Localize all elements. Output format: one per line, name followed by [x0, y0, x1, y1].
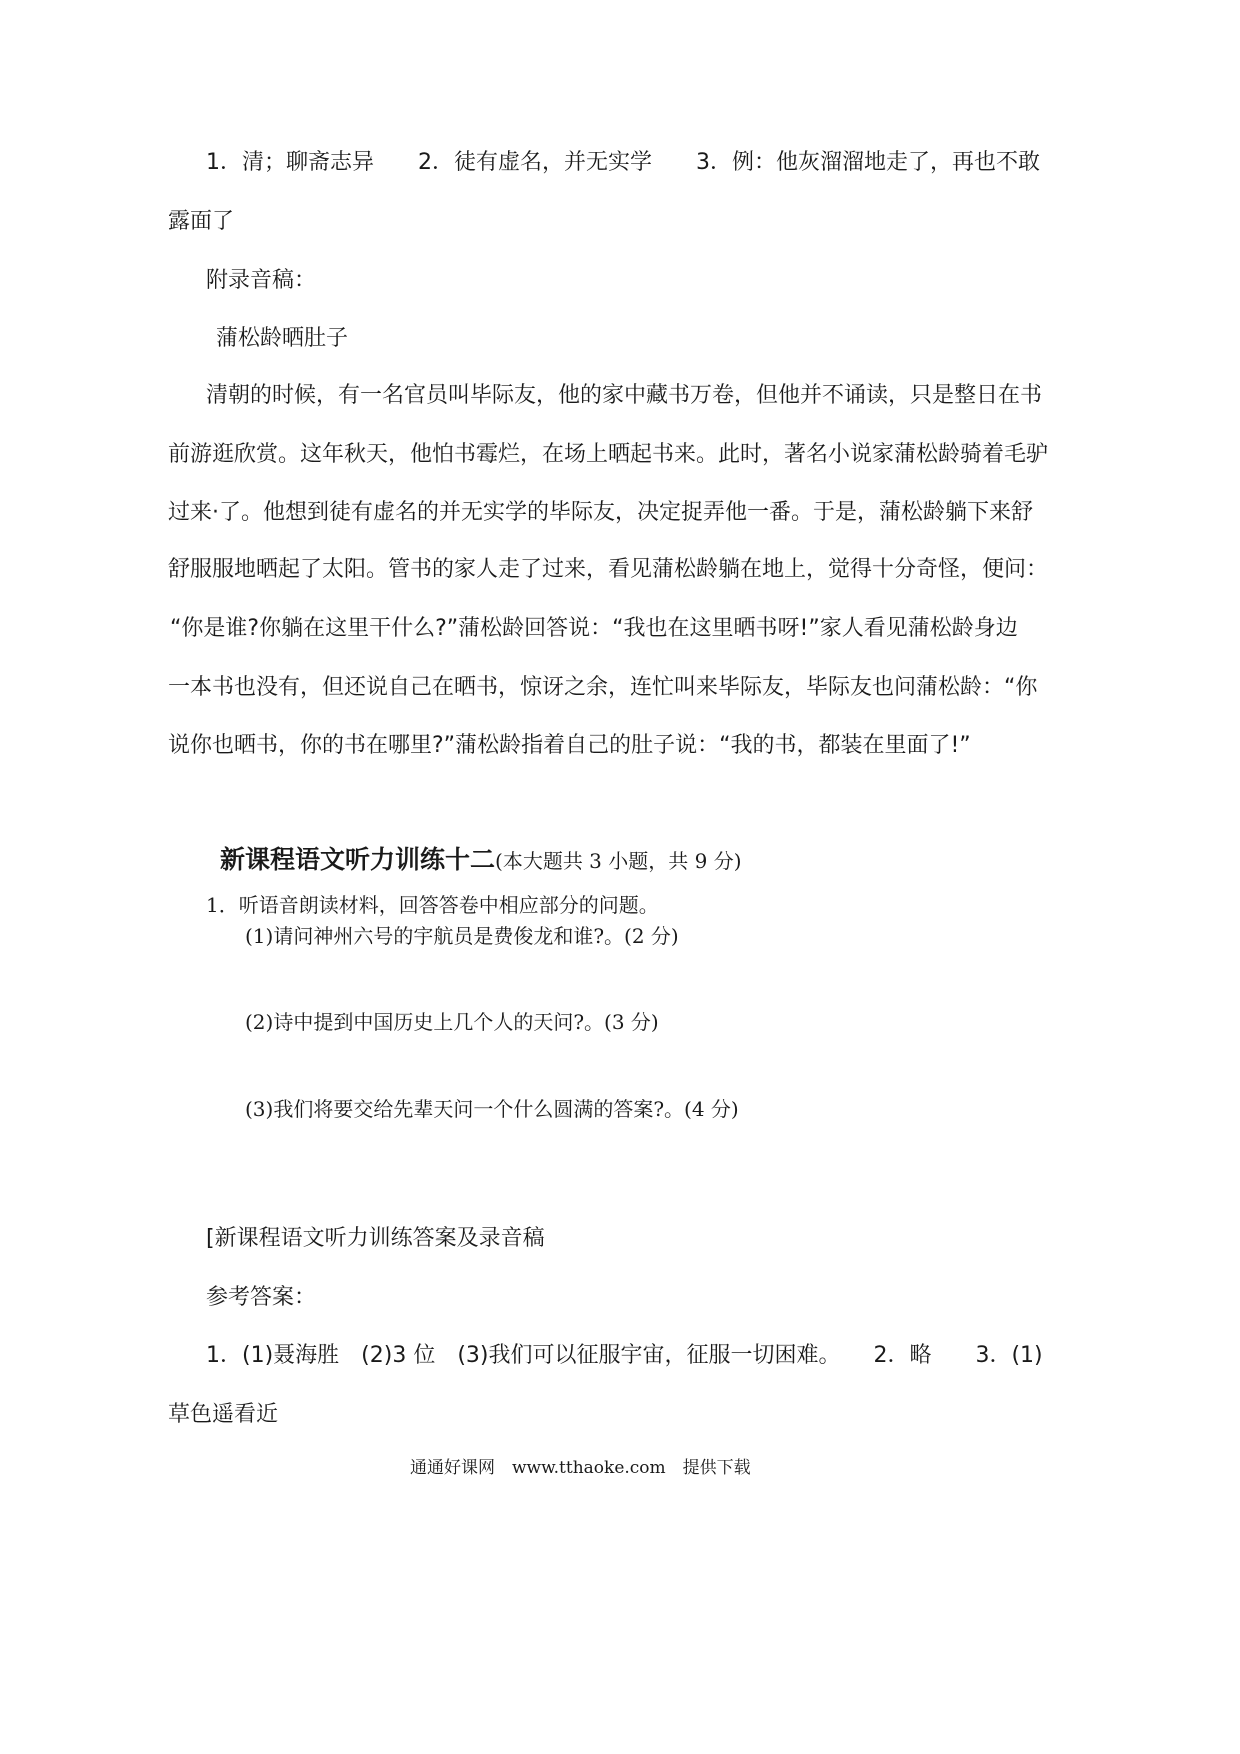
story-line: “你是谁?你躺在这里干什么?”蒲松龄回答说：“我也在这里晒书呀!”家人看见蒲松龄身边 [170, 616, 1018, 641]
question-item-3: (3)我们将要交给先辈天问一个什么圆满的答案?。(4 分) [245, 1097, 739, 1121]
prev-answers-line-1: 1．清；聊斋志异 2．徒有虚名，并无实学 3．例：他灰溜溜地走了，再也不敢 [206, 150, 1040, 175]
question-item-2: (2)诗中提到中国历史上几个人的天问?。(3 分) [245, 1010, 659, 1034]
story-line: 说你也晒书，你的书在哪里?”蒲松龄指着自己的肚子说：“我的书，都装在里面了!” [168, 733, 971, 758]
prev-answers-line-2: 露面了 [168, 209, 235, 234]
reference-label: 参考答案： [206, 1285, 317, 1310]
answers-line-2: 草色遥看近 [168, 1402, 279, 1427]
story-line: 前游逛欣赏。这年秋天，他怕书霉烂，在场上晒起书来。此时，著名小说家蒲松龄骑着毛驴 [168, 442, 1049, 467]
story-line: 一本书也没有，但还说自己在晒书，惊讶之余，连忙叫来毕际友，毕际友也问蒲松龄：“你 [168, 675, 1038, 700]
page-footer: 通通好课网 www.tthaoke.com 提供下载 [410, 1458, 751, 1478]
story-line: 舒服服地晒起了太阳。管书的家人走了过来，看见蒲松龄躺在地上，觉得十分奇怪，便问： [168, 557, 1049, 582]
question-item-1: (1)请问神州六号的宇航员是费俊龙和谁?。(2 分) [245, 924, 679, 948]
section-title-main: 新课程语文听力训练十二 [220, 845, 496, 874]
answer-heading: [新课程语文听力训练答案及录音稿 [206, 1226, 545, 1251]
answers-line-1: 1．(1)聂海胜 (2)3 位 (3)我们可以征服宇宙，征服一切困难。 2．略 3．(1) [206, 1343, 1043, 1368]
section-title-subtitle: (本大题共 3 小题，共 9 分) [495, 849, 742, 873]
section-title [220, 845, 742, 877]
question-intro: 1．听语音朗读材料，回答答卷中相应部分的问题。 [206, 893, 659, 917]
appendix-label: 附录音稿： [206, 268, 317, 293]
story-title: 蒲松龄晒肚子 [216, 326, 349, 351]
story-line: 过来·了。他想到徒有虚名的并无实学的毕际友，决定捉弄他一番。于是，蒲松龄躺下来舒 [168, 500, 1033, 525]
story-line: 清朝的时候，有一名官员叫毕际友，他的家中藏书万卷，但他并不诵读，只是整日在书 [206, 383, 1043, 408]
